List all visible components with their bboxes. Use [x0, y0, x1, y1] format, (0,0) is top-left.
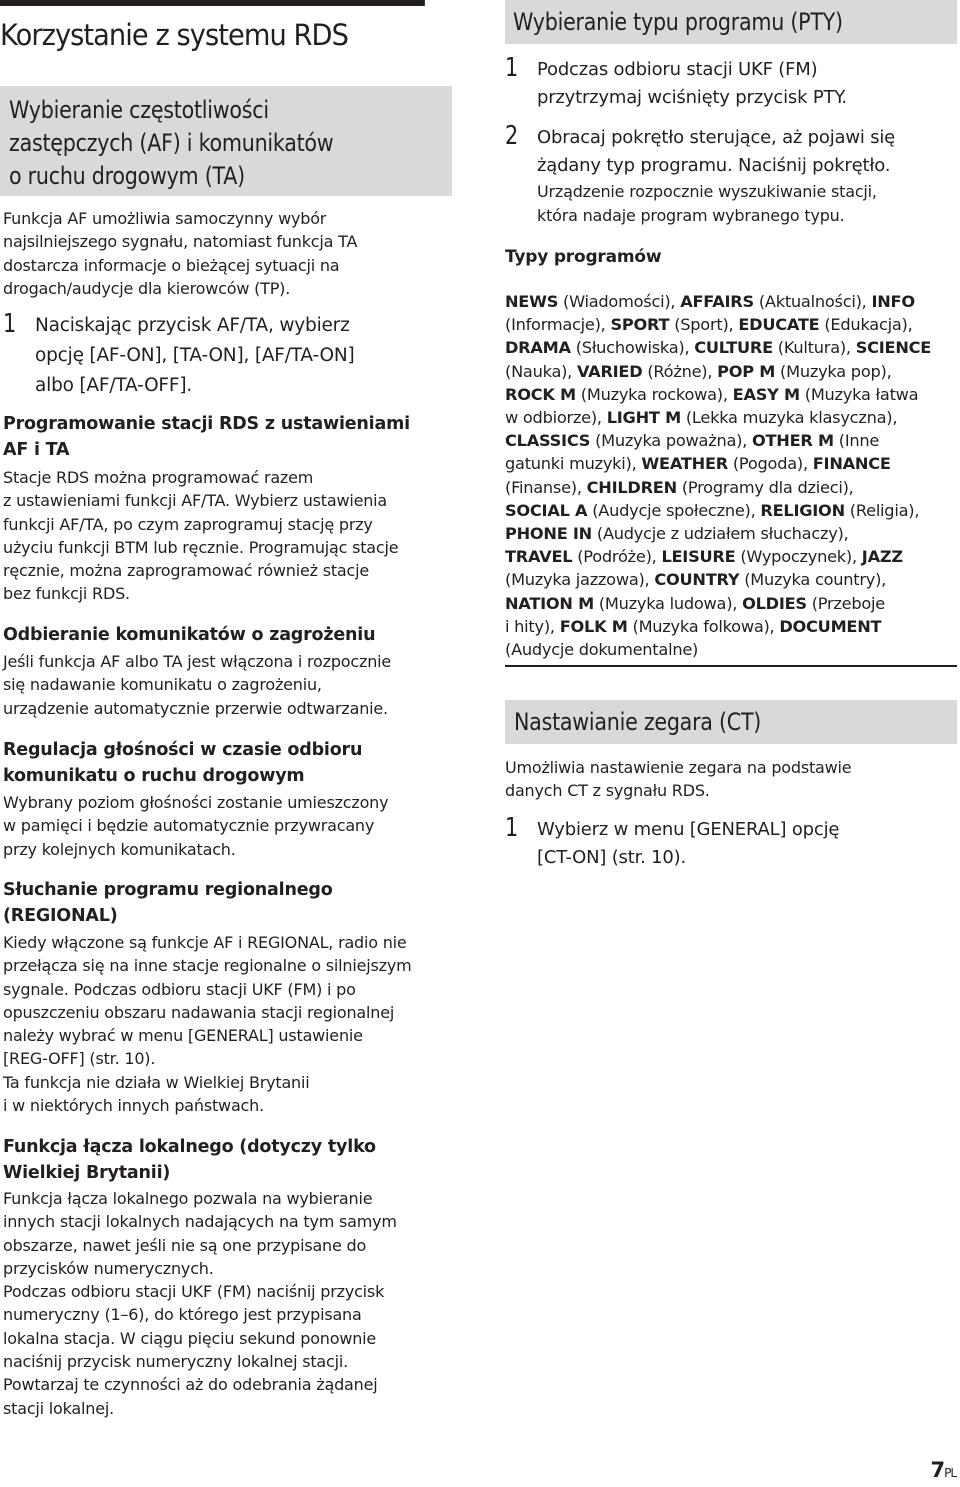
- text-line: urządzenie automatycznie przerwie odtwarzanie.: [3, 698, 388, 718]
- text-line: Wybrany poziom głośności zostanie umieszczony: [3, 793, 389, 812]
- local-link-heading: [3, 1134, 376, 1186]
- af-ta-step: [3, 308, 453, 403]
- program-type-code: COUNTRY: [654, 570, 740, 590]
- program-types-heading: [505, 244, 661, 270]
- heading-line: AF i TA: [3, 440, 70, 460]
- program-type-code: SOCIAL A: [505, 500, 588, 520]
- program-type-description: (Audycje społeczne),: [587, 500, 761, 520]
- text-line: dostarcza informacje o bieżącej sytuacji na: [3, 255, 340, 275]
- program-type-code: TRAVEL: [505, 547, 573, 567]
- text-line: obszarze, nawet jeśli nie są one przypisane do: [3, 1235, 367, 1255]
- step-note: [537, 180, 877, 227]
- program-types-line: [505, 499, 931, 522]
- ct-heading-text: Nastawianie zegara (CT): [514, 708, 762, 736]
- text-line: Ta funkcja nie działa w Wielkiej Brytanii: [3, 1072, 310, 1092]
- program-type-code: ROCK M: [505, 384, 576, 404]
- pty-step-1: [505, 52, 957, 116]
- program-types-line: [505, 452, 931, 475]
- program-type-code: NATION M: [505, 593, 594, 613]
- program-type-description: (Lekka muzyka klasyczna),: [680, 408, 898, 428]
- divider: [505, 665, 957, 667]
- step-line: Wybierz w menu [GENERAL] opcję: [537, 819, 840, 840]
- step-line: opcję [AF-ON], [TA-ON], [AF/TA-ON]: [35, 345, 355, 366]
- program-type-code: SPORT: [610, 315, 670, 335]
- text-line: danych CT z sygnału RDS.: [505, 781, 710, 801]
- program-type-description: gatunki muzyki),: [505, 454, 642, 474]
- program-type-code: VARIED: [576, 361, 643, 381]
- program-type-description: (Muzyka łatwa: [799, 384, 919, 404]
- program-types-line: [505, 429, 931, 452]
- step-line: albo [AF/TA-OFF].: [35, 375, 193, 396]
- text-line: przełącza się na inne stacje regionalne o silniejszym: [3, 956, 412, 976]
- af-ta-intro: [3, 207, 357, 300]
- page-number: [930, 1458, 956, 1482]
- emergency-heading: [3, 622, 375, 648]
- program-types-line: [505, 615, 931, 638]
- text-line: Funkcja AF umożliwia samoczynny wybór: [3, 209, 327, 228]
- text-line: sygnale. Podczas odbioru stacji UKF (FM) i po: [3, 979, 356, 999]
- heading-line: Wielkiej Brytanii): [3, 1163, 171, 1183]
- program-type-code: PHONE IN: [505, 524, 592, 544]
- note-line: która nadaje program wybranego typu.: [537, 205, 845, 225]
- page-language: PL: [944, 1466, 956, 1480]
- program-type-code: FINANCE: [812, 454, 891, 474]
- program-type-code: NEWS: [505, 292, 559, 311]
- text-line: przy kolejnych komunikatach.: [3, 839, 236, 859]
- program-type-code: SCIENCE: [855, 338, 932, 358]
- program-types-line: [505, 638, 931, 661]
- program-type-code: WEATHER: [641, 454, 728, 474]
- program-type-description: (Audycje z udziałem słuchaczy),: [591, 524, 849, 544]
- heading-line: Typy programów: [505, 247, 662, 267]
- text-line: Kiedy włączone są funkcje AF i REGIONAL, radio nie: [3, 933, 407, 952]
- pty-heading-text: Wybieranie typu programu (PTY): [513, 8, 843, 36]
- pty-heading: [505, 0, 957, 44]
- text-line: się nadawanie komunikatu o zagrożeniu,: [3, 675, 322, 695]
- heading-line: Funkcja łącza lokalnego (dotyczy tylko: [3, 1137, 376, 1157]
- volume-heading: [3, 737, 362, 789]
- program-type-code: POP M: [717, 361, 776, 381]
- program-type-description: (Przeboje: [806, 593, 886, 613]
- text-line: innych stacji lokalnych nadających na tym samym: [3, 1212, 397, 1232]
- program-types-line: [505, 545, 931, 568]
- program-type-code: RELIGION: [760, 500, 845, 520]
- text-line: Umożliwia nastawienie zegara na podstawie: [505, 758, 852, 777]
- step-number: 1: [3, 309, 17, 339]
- text-line: numeryczny (1–6), do którego jest przypisana: [3, 1305, 362, 1325]
- program-types-line: [505, 592, 931, 615]
- program-type-description: (Muzyka pop),: [775, 361, 892, 381]
- regional-body: [3, 931, 412, 1117]
- program-types-line: [505, 568, 931, 591]
- program-type-code: DRAMA: [505, 338, 571, 358]
- emergency-body: [3, 650, 391, 720]
- program-type-code: FOLK M: [559, 616, 628, 636]
- text-line: naciśnij przycisk numeryczny lokalnej stacji.: [3, 1352, 348, 1372]
- step-number: 1: [505, 813, 519, 843]
- text-line: [REG-OFF] (str. 10).: [3, 1049, 156, 1069]
- program-type-description: w odbiorze),: [505, 408, 607, 428]
- text-line: użyciu funkcji BTM lub ręcznie. Programując stacje: [3, 537, 399, 557]
- program-type-description: i hity),: [505, 616, 560, 636]
- ct-step-1: [505, 812, 957, 876]
- program-type-code: EASY M: [732, 384, 800, 404]
- af-ta-heading-line: o ruchu drogowym (TA): [9, 162, 245, 190]
- program-type-description: (Nauka),: [505, 361, 577, 381]
- heading-line: Regulacja głośności w czasie odbioru: [3, 740, 363, 760]
- heading-line: Programowanie stacji RDS z ustawieniami: [3, 414, 410, 434]
- program-type-code: CHILDREN: [586, 477, 677, 497]
- text-line: bez funkcji RDS.: [3, 584, 130, 604]
- program-type-description: (Inne: [833, 431, 880, 451]
- program-type-description: (Muzyka poważna),: [590, 431, 752, 451]
- text-line: opuszczeniu obszaru nadawania stacji regionalnej: [3, 1002, 395, 1022]
- program-type-description: (Muzyka country),: [739, 570, 887, 590]
- step-number: 1: [505, 53, 519, 83]
- step-line: [CT-ON] (str. 10).: [537, 847, 687, 868]
- program-type-description: (Różne),: [642, 361, 718, 381]
- program-types-line: [505, 383, 931, 406]
- heading-line: komunikatu o ruchu drogowym: [3, 766, 305, 786]
- local-link-body: [3, 1187, 397, 1420]
- text-line: Podczas odbioru stacji UKF (FM) naciśnij przycisk: [3, 1282, 385, 1302]
- text-line: najsilniejszego sygnału, natomiast funkcja TA: [3, 232, 358, 252]
- program-type-code: OLDIES: [742, 593, 807, 613]
- heading-line: Słuchanie programu regionalnego: [3, 880, 333, 900]
- text-line: i w niektórych innych państwach.: [3, 1096, 264, 1116]
- program-type-description: (Audycje dokumentalne): [505, 640, 699, 660]
- program-type-description: (Muzyka ludowa),: [593, 593, 743, 613]
- program-types-line: [505, 476, 931, 499]
- program-types-line: [505, 406, 931, 429]
- step-text: [537, 816, 839, 872]
- regional-heading: [3, 877, 333, 929]
- step-line: przytrzymaj wciśnięty przycisk PTY.: [537, 87, 847, 108]
- step-line: Obracaj pokrętło sterujące, aż pojawi się: [537, 127, 896, 148]
- pty-step-2: [505, 120, 957, 230]
- program-type-description: (Podróże),: [572, 547, 662, 567]
- program-type-description: (Muzyka rockowa),: [575, 384, 733, 404]
- text-line: funkcji AF/TA, po czym zaprogramuj stację przy: [3, 514, 373, 534]
- af-ta-heading: [0, 86, 452, 196]
- step-text: [537, 56, 847, 112]
- step-line: Naciskając przycisk AF/TA, wybierz: [35, 315, 350, 336]
- note-line: Urządzenie rozpocznie wyszukiwanie stacji,: [537, 182, 877, 201]
- program-type-code: EDUCATE: [738, 315, 820, 335]
- text-line: Funkcja łącza lokalnego pozwala na wybieranie: [3, 1189, 373, 1208]
- ct-body: [505, 756, 851, 803]
- text-line: drogach/audycje dla kierowców (TP).: [3, 278, 291, 298]
- step-line: żądany typ programu. Naciśnij pokrętło.: [537, 155, 891, 176]
- program-type-description: (Kultura),: [772, 338, 856, 358]
- step-text: [537, 124, 895, 180]
- text-line: Powtarzaj te czynności aż do odebrania żądanej: [3, 1375, 378, 1395]
- program-type-code: DOCUMENT: [779, 616, 882, 636]
- program-type-description: (Edukacja),: [819, 315, 913, 335]
- text-line: w pamięci i będzie automatycznie przywracany: [3, 816, 375, 836]
- program-type-description: (Programy dla dzieci),: [676, 477, 854, 497]
- program-type-description: (Sport),: [669, 315, 739, 335]
- program-type-description: (Muzyka jazzowa),: [505, 570, 655, 590]
- text-line: Stacje RDS można programować razem: [3, 468, 314, 487]
- program-type-description: (Aktualności),: [753, 292, 872, 311]
- program-type-code: LEISURE: [661, 547, 736, 567]
- presetting-body: [3, 466, 398, 606]
- program-type-description: (Wiadomości),: [558, 292, 681, 311]
- program-type-description: (Religia),: [844, 500, 920, 520]
- heading-line: (REGIONAL): [3, 906, 118, 926]
- step-text: [35, 311, 355, 401]
- program-types-line: [505, 290, 931, 313]
- step-number: 2: [505, 121, 519, 151]
- page-number-value: 7: [930, 1458, 945, 1482]
- program-types-line: [505, 336, 931, 359]
- program-type-code: CULTURE: [694, 338, 773, 358]
- program-type-description: (Słuchowiska),: [570, 338, 695, 358]
- presetting-heading: [3, 411, 410, 463]
- text-line: należy wybrać w menu [GENERAL] ustawienie: [3, 1026, 363, 1046]
- program-type-description: (Pogoda),: [727, 454, 813, 474]
- program-types-line: [505, 360, 931, 383]
- program-type-code: JAZZ: [861, 547, 903, 567]
- af-ta-heading-line: Wybieranie częstotliwości: [9, 96, 269, 124]
- program-type-description: (Finanse),: [505, 477, 587, 497]
- program-type-code: INFO: [871, 292, 915, 311]
- page-title: Korzystanie z systemu RDS: [0, 0, 425, 55]
- ct-heading: [505, 700, 957, 744]
- program-types-list: [505, 290, 931, 661]
- program-types-line: [505, 313, 931, 336]
- text-line: przycisków numerycznych.: [3, 1258, 214, 1278]
- text-line: z ustawieniami funkcji AF/TA. Wybierz ustawienia: [3, 491, 388, 511]
- text-line: stacji lokalnej.: [3, 1398, 114, 1418]
- program-type-code: LIGHT M: [606, 408, 681, 428]
- text-line: Jeśli funkcja AF albo TA jest włączona i rozpocznie: [3, 652, 392, 671]
- program-type-code: CLASSICS: [505, 431, 591, 451]
- step-line: Podczas odbioru stacji UKF (FM): [537, 59, 818, 80]
- text-line: lokalna stacja. W ciągu pięciu sekund ponownie: [3, 1328, 377, 1348]
- program-type-description: (Informacje),: [505, 315, 611, 335]
- heading-line: Odbieranie komunikatów o zagrożeniu: [3, 625, 376, 645]
- program-type-description: (Wypoczynek),: [735, 547, 862, 567]
- program-type-code: OTHER M: [751, 431, 834, 451]
- program-type-description: (Muzyka folkowa),: [627, 616, 780, 636]
- text-line: ręcznie, można zaprogramować również stacje: [3, 561, 370, 581]
- program-types-line: [505, 522, 931, 545]
- af-ta-heading-line: zastępczych (AF) i komunikatów: [9, 129, 334, 157]
- program-type-code: AFFAIRS: [680, 292, 754, 311]
- volume-body: [3, 791, 388, 861]
